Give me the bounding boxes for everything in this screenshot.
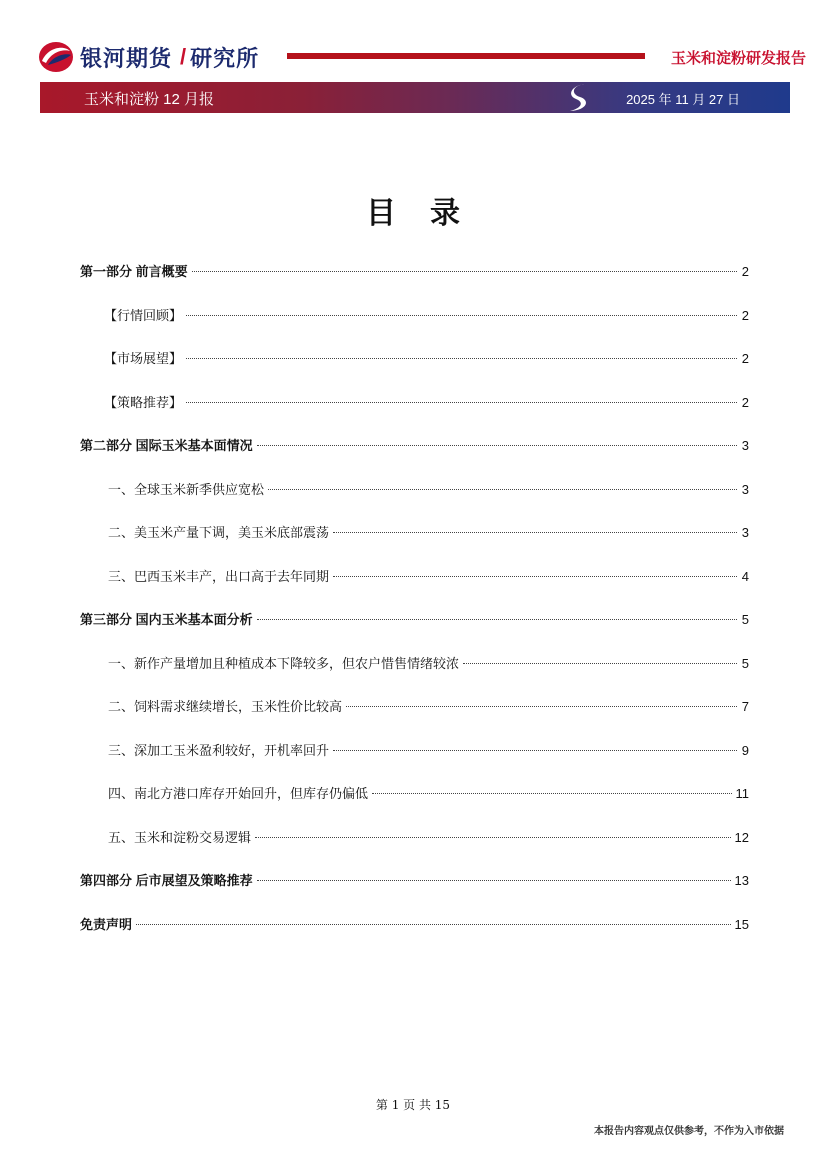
toc-entry-page: 2 <box>741 264 749 279</box>
toc-entry[interactable] <box>80 697 749 741</box>
toc-entry[interactable] <box>80 741 749 785</box>
toc-leader <box>186 401 737 403</box>
header-band <box>40 82 790 113</box>
toc-entry-label: 一、新作产量增加且种植成本下降较多，但农户惜售情绪较浓 <box>108 655 460 671</box>
toc-entry-label: 第二部分 国际玉米基本面情况 <box>80 438 253 453</box>
toc-entry-label: 一、全球玉米新季供应宽松 <box>108 481 265 497</box>
header-divider <box>287 53 645 59</box>
toc-leader <box>186 314 737 316</box>
toc-entry-page: 5 <box>741 612 749 627</box>
toc-entry-label: 第一部分 前言概要 <box>80 264 188 279</box>
toc-entry-label: 【行情回顾】 <box>104 307 183 323</box>
toc-leader <box>333 749 737 751</box>
table-of-contents <box>80 262 749 958</box>
toc-entry-page: 12 <box>734 829 749 845</box>
toc-leader <box>257 618 737 620</box>
toc-entry[interactable] <box>80 349 749 393</box>
toc-entry[interactable] <box>80 306 749 350</box>
toc-entry-page: 2 <box>741 351 749 366</box>
toc-entry-page: 3 <box>741 525 749 540</box>
header-logo <box>38 40 259 74</box>
toc-entry[interactable] <box>80 523 749 567</box>
toc-entry[interactable] <box>80 436 749 480</box>
report-date: 2025 年 11 月 27 日 <box>626 92 740 107</box>
toc-entry-label: 第四部分 后市展望及策略推荐 <box>80 873 253 888</box>
toc-entry-label: 【市场展望】 <box>104 351 183 366</box>
company-name: 银河期货 <box>80 45 173 71</box>
toc-entry-label: 第三部分 国内玉米基本面分析 <box>80 612 253 627</box>
toc-entry-label: 【策略推荐】 <box>104 394 183 410</box>
toc-leader <box>186 357 737 359</box>
toc-leader <box>333 531 737 533</box>
toc-leader <box>372 792 731 794</box>
footer-disclaimer: 本报告内容观点仅供参考，不作为入市依据 <box>594 1126 784 1137</box>
toc-entry[interactable] <box>80 262 749 306</box>
report-type: 玉米和淀粉研发报告 <box>670 50 806 67</box>
galaxy-logo-icon <box>38 41 74 73</box>
logo-slash: / <box>180 44 187 69</box>
toc-entry-label: 二、饲料需求继续增长，玉米性价比较高 <box>108 699 343 714</box>
toc-entry[interactable] <box>80 828 749 872</box>
toc-entry-page: 7 <box>741 699 749 714</box>
toc-entry[interactable] <box>80 393 749 437</box>
toc-entry-label: 二、美玉米产量下调，美玉米底部震荡 <box>108 525 330 540</box>
department-name: 研究所 <box>190 45 260 71</box>
toc-entry-page: 2 <box>741 307 749 323</box>
toc-leader <box>463 662 737 664</box>
toc-entry-page: 13 <box>734 873 749 888</box>
toc-entry-label: 三、深加工玉米盈利较好，开机率回升 <box>108 742 330 758</box>
toc-leader <box>268 488 737 490</box>
toc-entry-page: 9 <box>741 742 749 758</box>
toc-leader <box>257 879 731 881</box>
toc-leader <box>333 575 737 577</box>
swirl-icon <box>558 82 602 113</box>
toc-entry-label: 四、南北方港口库存开始回升，但库存仍偏低 <box>108 786 369 801</box>
toc-entry[interactable] <box>80 784 749 828</box>
toc-leader <box>255 836 731 838</box>
toc-entry-page: 4 <box>741 568 749 584</box>
toc-entry-label: 三、巴西玉米丰产，出口高于去年同期 <box>108 568 330 584</box>
toc-entry-page: 3 <box>741 481 749 497</box>
page-title: 目录 <box>366 197 494 230</box>
toc-entry-label: 五、玉米和淀粉交易逻辑 <box>108 829 252 845</box>
toc-leader <box>257 444 737 446</box>
toc-entry[interactable] <box>80 480 749 524</box>
toc-entry-page: 3 <box>741 438 749 453</box>
band-title: 玉米和淀粉 12 月报 <box>84 91 215 108</box>
toc-entry[interactable] <box>80 871 749 915</box>
toc-entry-page: 5 <box>741 655 749 671</box>
toc-entry-page: 15 <box>734 916 749 932</box>
toc-entry[interactable] <box>80 915 749 959</box>
toc-leader <box>192 270 737 272</box>
toc-entry[interactable] <box>80 610 749 654</box>
toc-entry-label: 免责声明 <box>80 916 133 932</box>
toc-entry-page: 2 <box>741 394 749 410</box>
toc-leader <box>136 923 731 925</box>
toc-entry-page: 11 <box>735 786 749 801</box>
toc-entry[interactable] <box>80 567 749 611</box>
toc-leader <box>346 705 737 707</box>
toc-entry[interactable] <box>80 654 749 698</box>
page-indicator: 第 1 页 共 15 <box>375 1098 451 1112</box>
